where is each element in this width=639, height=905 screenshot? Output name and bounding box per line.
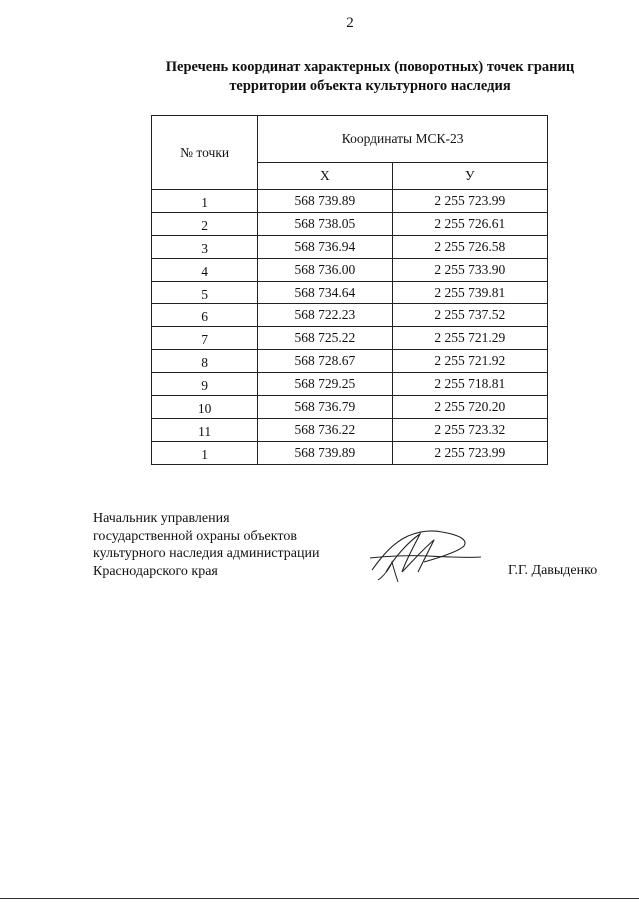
x-coordinate-cell: 568 725.22	[258, 327, 392, 350]
point-number-cell: 4	[152, 258, 258, 281]
title-line-1: Перечень координат характерных (поворотных) точек границ	[165, 59, 575, 75]
title-line-2: территории объекта культурного наследия	[229, 78, 511, 94]
table-row	[152, 396, 548, 419]
point-number-cell: 9	[152, 373, 258, 396]
x-coordinate-cell: 568 736.22	[258, 418, 392, 441]
table-row	[152, 350, 548, 373]
point-number-cell: 3	[152, 235, 258, 258]
table-row	[152, 418, 548, 441]
table-row	[152, 190, 548, 213]
table-row	[152, 304, 548, 327]
x-coordinate-cell: 568 736.94	[258, 235, 392, 258]
point-number-cell: 2	[152, 212, 258, 235]
point-number-cell: 10	[152, 396, 258, 419]
header-y: У	[392, 163, 547, 190]
point-number-cell: 1	[152, 441, 258, 464]
table-row	[152, 212, 548, 235]
x-coordinate-cell: 568 738.05	[258, 212, 392, 235]
point-number-cell: 11	[152, 418, 258, 441]
y-coordinate-cell: 2 255 723.99	[392, 441, 547, 464]
y-coordinate-cell: 2 255 718.81	[392, 373, 547, 396]
y-coordinate-cell: 2 255 721.92	[392, 350, 547, 373]
header-point-number: № точки	[152, 116, 258, 190]
table-row	[152, 373, 548, 396]
point-number-cell: 5	[152, 281, 258, 304]
x-coordinate-cell: 568 739.89	[258, 190, 392, 213]
page-number: 2	[346, 15, 354, 31]
y-coordinate-cell: 2 255 726.61	[392, 212, 547, 235]
header-coordinates: Координаты МСК-23	[258, 116, 548, 163]
table-row	[152, 235, 548, 258]
table-row	[152, 258, 548, 281]
position-line-4: Краснодарского края	[93, 563, 218, 579]
point-number-cell: 6	[152, 304, 258, 327]
signatory-position	[93, 510, 320, 580]
x-coordinate-cell: 568 728.67	[258, 350, 392, 373]
position-line-3: культурного наследия администрации	[93, 546, 320, 561]
y-coordinate-cell: 2 255 737.52	[392, 304, 547, 327]
y-coordinate-cell: 2 255 733.90	[392, 258, 547, 281]
x-coordinate-cell: 568 734.64	[258, 281, 392, 304]
y-coordinate-cell: 2 255 726.58	[392, 235, 547, 258]
y-coordinate-cell: 2 255 723.32	[392, 418, 547, 441]
header-x: Х	[258, 163, 392, 190]
x-coordinate-cell: 568 736.79	[258, 396, 392, 419]
coordinates-table-body	[152, 190, 548, 465]
table-row	[152, 441, 548, 464]
y-coordinate-cell: 2 255 723.99	[392, 190, 547, 213]
y-coordinate-cell: 2 255 720.20	[392, 396, 547, 419]
point-number-cell: 7	[152, 327, 258, 350]
table-row	[152, 281, 548, 304]
x-coordinate-cell: 568 729.25	[258, 373, 392, 396]
point-number-cell: 8	[152, 350, 258, 373]
footer-divider	[0, 898, 639, 899]
y-coordinate-cell: 2 255 721.29	[392, 327, 547, 350]
signer-name: Г.Г. Давыденко	[508, 563, 598, 578]
x-coordinate-cell: 568 739.89	[258, 441, 392, 464]
x-coordinate-cell: 568 736.00	[258, 258, 392, 281]
point-number-cell: 1	[152, 190, 258, 213]
position-line-2: государственной охраны объектов	[93, 528, 297, 544]
y-coordinate-cell: 2 255 739.81	[392, 281, 547, 304]
coordinates-table	[151, 115, 548, 465]
position-line-1: Начальник управления	[93, 511, 230, 526]
table-row	[152, 327, 548, 350]
document-title	[150, 58, 590, 96]
handwritten-signature	[368, 522, 483, 587]
x-coordinate-cell: 568 722.23	[258, 304, 392, 327]
